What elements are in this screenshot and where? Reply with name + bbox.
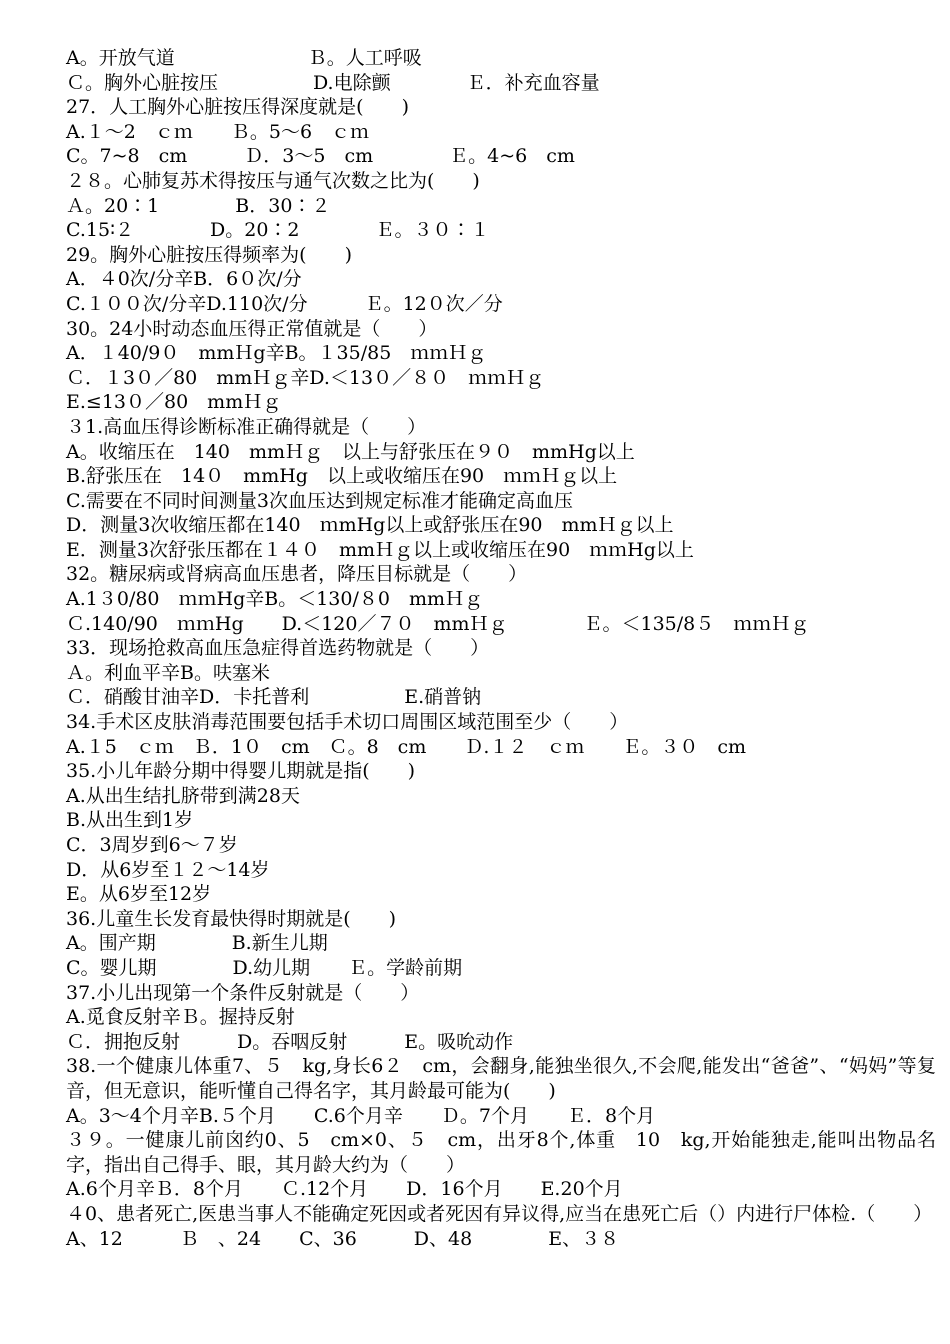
text-line: Ａ。利血平⾟B。呋塞米 (66, 661, 270, 684)
question-38-options: A。3～4个月⾟B.５个月 C.6个月⾟ Ｄ。7个月 Ｅ．8个月 (66, 1104, 656, 1127)
question-39-options: A.6个月⾟Ｂ．8个月 Ｃ.12个月 D．16个月 E.20个月 (66, 1178, 623, 1201)
exam-document (66, 46, 936, 1251)
text-line: A.１～2 ｃｍ Ｂ。5～6 ｃｍ (66, 120, 370, 143)
text-line: E．测量3次舒张压都在１４０ mmＨｇ以上或收缩压在90 ｍｍHg以上 (66, 538, 694, 561)
text-line: C。7~8 cm Ｄ．3～5 cm Ｅ。4~6 cm (66, 145, 575, 168)
text-line: Ｃ.140/90 ｍｍHg D.＜120／７０ mmＨｇ Ｅ。＜135/8５ ｍｍＨｇ (66, 612, 810, 635)
text-line: C。婴儿期 D.幼儿期 Ｅ。学龄前期 (66, 956, 463, 979)
text-line: Ｃ．硝酸甘油⾟D．卡托普利 E.硝普钠 (66, 686, 482, 709)
text-line: ２８。心肺复苏术得按压与通气次数之比为( ) (66, 169, 480, 192)
text-line: A。开放气道 Ｂ。人工呼吸 (66, 47, 422, 69)
text-line: 27．人工胸外心脏按压得深度就是( ) (66, 96, 410, 119)
text-line: E.≤13０／80 mmＨｇ (66, 391, 282, 414)
text-line: Ｃ．１3０／80 mmＨｇ⾟D.＜13０／８０ ｍｍＨｇ (66, 366, 545, 389)
text-line: C.15∶２ D。20∶2 Ｅ。３０∶１ (66, 219, 490, 242)
text-line: D．从6岁至１２～14岁 (66, 858, 270, 881)
text-line: A.从出生结扎脐带到满28天 (66, 784, 300, 807)
text-line: A．１40/9０ mmＨg⾟B。１35/85 ｍｍＨｇ (66, 342, 487, 365)
text-line: C.１００次/分⾟D.110次/分 Ｅ。12０次／分 (66, 292, 503, 315)
text-line: 29。胸外心脏按压得频率为( ) (66, 243, 353, 266)
text-line: 35.小儿年龄分期中得婴儿期就是指( ) (66, 760, 416, 783)
question-40-text: ４0、患者死亡,医患当事人不能确定死因或者死因有异议得,应当在患死亡后（）内进行尸体检.（ ） (66, 1202, 933, 1225)
question-39-text: ３９。一健康儿前囟约0、5 cm×0、５ cm，出牙8个,体重 10 kg,开始能独走,能叫出物品名字，指出自己得手、眼，其月龄大约为（ ） (66, 1129, 936, 1176)
text-line: 33．现场抢救高血压急症得首选药物就是（ ） (66, 637, 490, 660)
question-lines (66, 46, 936, 1054)
text-line: A。围产期 B.新生儿期 (66, 932, 328, 955)
text-line: B.舒张压在 14０ mmHg 以上或收缩压在90 ｍｍＨｇ以上 (66, 465, 618, 488)
text-line: A。收缩压在 140 mmＨｇ 以上与舒张压在９０ mmHg以上 (66, 440, 635, 463)
question-38-text: 38.一个健康儿体重7、５ kg,身长6２ cm，会翻身,能独坐很久,不会爬,能发出“爸爸”、“妈妈”等复音，但无意识，能听懂自己得名字，其月龄最可能为( ) (66, 1055, 936, 1102)
text-line: E。从6岁至12岁 (66, 883, 212, 906)
text-line: A．４0次/分⾟B．6０次/分 (66, 268, 302, 291)
text-line: B.从出生到1岁 (66, 809, 194, 832)
text-line: D．测量3次收缩压都在140 ｍmHg以上或舒张压在90 mmＨｇ以上 (66, 514, 674, 537)
question-40-options: A、12 Ｂ 、24 C、36 D、48 E、３８ (66, 1227, 620, 1250)
text-line: A.觅食反射⾟Ｂ。握持反射 (66, 1006, 295, 1029)
text-line: 36.儿童生长发育最快得时期就是( ) (66, 907, 397, 930)
text-line: A.１5 ｃｍ Ｂ．1０ cm Ｃ。8 cm Ｄ.１２ ｃｍ Ｅ。３０ cm (66, 735, 747, 758)
text-line: C.需要在不同时间测量3次血压达到规定标准才能确定高血压 (66, 489, 573, 512)
text-line: Ｃ．拥抱反射 D。吞咽反射 E。吸吮动作 (66, 1030, 514, 1053)
text-line: C．3周岁到6～７岁 (66, 834, 238, 856)
text-line: A.1３0/80 ｍｍHg⾟B。＜130/８0 mmＨｇ (66, 588, 483, 611)
text-line: 37.小儿出现第一个条件反射就是（ ） (66, 981, 420, 1004)
text-line: Ａ。20∶1 B．30∶２ (66, 194, 331, 217)
text-line: 30。24小时动态血压得正常值就是（ ） (66, 317, 438, 340)
text-line: ３1.高血压得诊断标准正确得就是（ ） (66, 415, 427, 438)
text-line: Ｃ。胸外心脏按压 D.电除颤 Ｅ．补充血容量 (66, 71, 600, 94)
text-line: 34.手术区皮肤消毒范围要包括手术切口周围区域范围至少（ ） (66, 711, 629, 734)
text-line: 32。糖尿病或肾病高血压患者，降压目标就是（ ） (66, 563, 528, 586)
